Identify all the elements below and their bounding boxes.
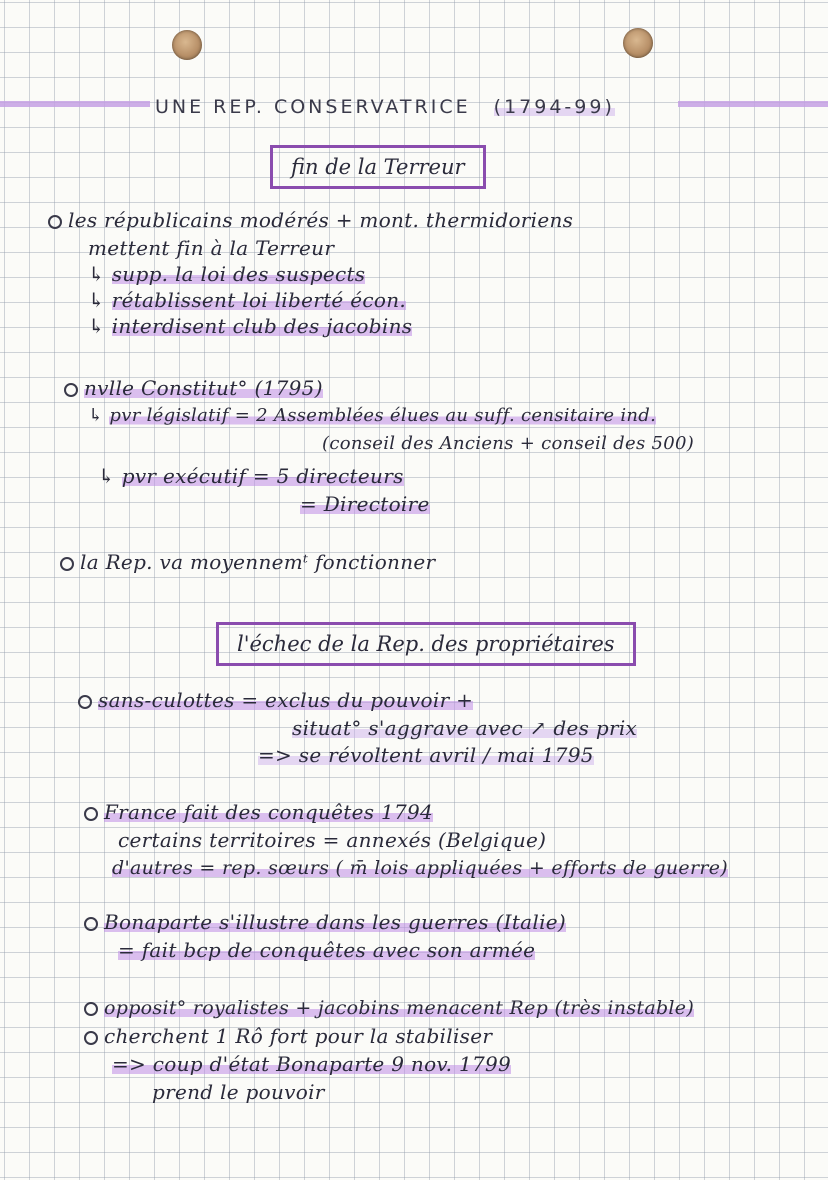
s1-bullet3-line1: la Rep. va moyennemᵗ fonctionner xyxy=(60,550,435,574)
s2-bullet5-line3: prend le pouvoir xyxy=(152,1080,325,1104)
bullet-icon xyxy=(64,383,78,397)
arrow-icon: ↳ xyxy=(88,314,112,338)
s2-bullet3-line2: = fait bcp de conquêtes avec son armée xyxy=(118,938,536,962)
title-rule-left xyxy=(0,101,150,107)
s2-bullet1-line1: sans-culottes = exclus du pouvoir + xyxy=(78,688,473,712)
section-heading-echec-rep: l'échec de la Rep. des propriétaires xyxy=(216,622,636,666)
bullet-icon xyxy=(84,1031,98,1045)
arrow-icon: ↳ xyxy=(88,288,112,312)
binder-hole-right xyxy=(623,28,653,58)
s2-bullet4-line1: opposit° royalistes + jacobins menacent Rep (très instable) xyxy=(84,996,694,1020)
page-title: UNE REP. CONSERVATRICE (1794-99) xyxy=(155,96,615,118)
s2-bullet1-line2: situat° s'aggrave avec ↗ des prix xyxy=(292,716,638,740)
bullet-icon xyxy=(48,215,62,229)
s1-bullet2-line4: ↳ pvr exécutif = 5 directeurs xyxy=(98,464,404,488)
s1-bullet1-line2: mettent fin à la Terreur xyxy=(88,236,335,260)
s2-bullet2-line3: d'autres = rep. sœurs ( m̄ lois appliquées + efforts de guerre) xyxy=(112,857,728,879)
s1-bullet1-line3: ↳ supp. la loi des suspects xyxy=(88,262,366,286)
bullet-icon xyxy=(78,695,92,709)
bullet-icon xyxy=(84,1002,98,1016)
s1-bullet2-line2: ↳ pvr législatif = 2 Assemblées élues au suff. censitaire ind. xyxy=(88,405,657,426)
s1-bullet2-line3: (conseil des Anciens + conseil des 500) xyxy=(322,433,695,454)
s2-bullet5-line2: => coup d'état Bonaparte 9 nov. 1799 xyxy=(112,1052,512,1076)
title-years: (1794-99) xyxy=(493,96,615,118)
title-rule-right xyxy=(678,101,828,107)
s2-bullet3-line1: Bonaparte s'illustre dans les guerres (Italie) xyxy=(84,910,566,934)
bullet-icon xyxy=(60,557,74,571)
binder-hole-left xyxy=(172,30,202,60)
s1-bullet1-line4: ↳ rétablissent loi liberté écon. xyxy=(88,288,407,312)
arrow-icon: ↳ xyxy=(88,262,112,286)
arrow-icon: ↳ xyxy=(98,464,122,488)
s2-bullet2-line1: France fait des conquêtes 1794 xyxy=(84,800,433,824)
s1-bullet1-line1: les républicains modérés + mont. thermidoriens xyxy=(48,208,573,232)
s1-bullet2-line5: = Directoire xyxy=(300,492,430,516)
s2-bullet1-line3: => se révoltent avril / mai 1795 xyxy=(258,743,594,767)
s2-bullet2-line2: certains territoires = annexés (Belgique) xyxy=(118,828,547,852)
bullet-icon xyxy=(84,807,98,821)
s2-bullet5-line1: cherchent 1 Rô fort pour la stabiliser xyxy=(84,1024,492,1048)
section-heading-fin-terreur: fin de la Terreur xyxy=(270,145,486,189)
bullet-icon xyxy=(84,917,98,931)
s1-bullet2-line1: nvlle Constitut° (1795) xyxy=(64,376,323,400)
arrow-icon: ↳ xyxy=(88,405,110,426)
s1-bullet1-line5: ↳ interdisent club des jacobins xyxy=(88,314,413,338)
